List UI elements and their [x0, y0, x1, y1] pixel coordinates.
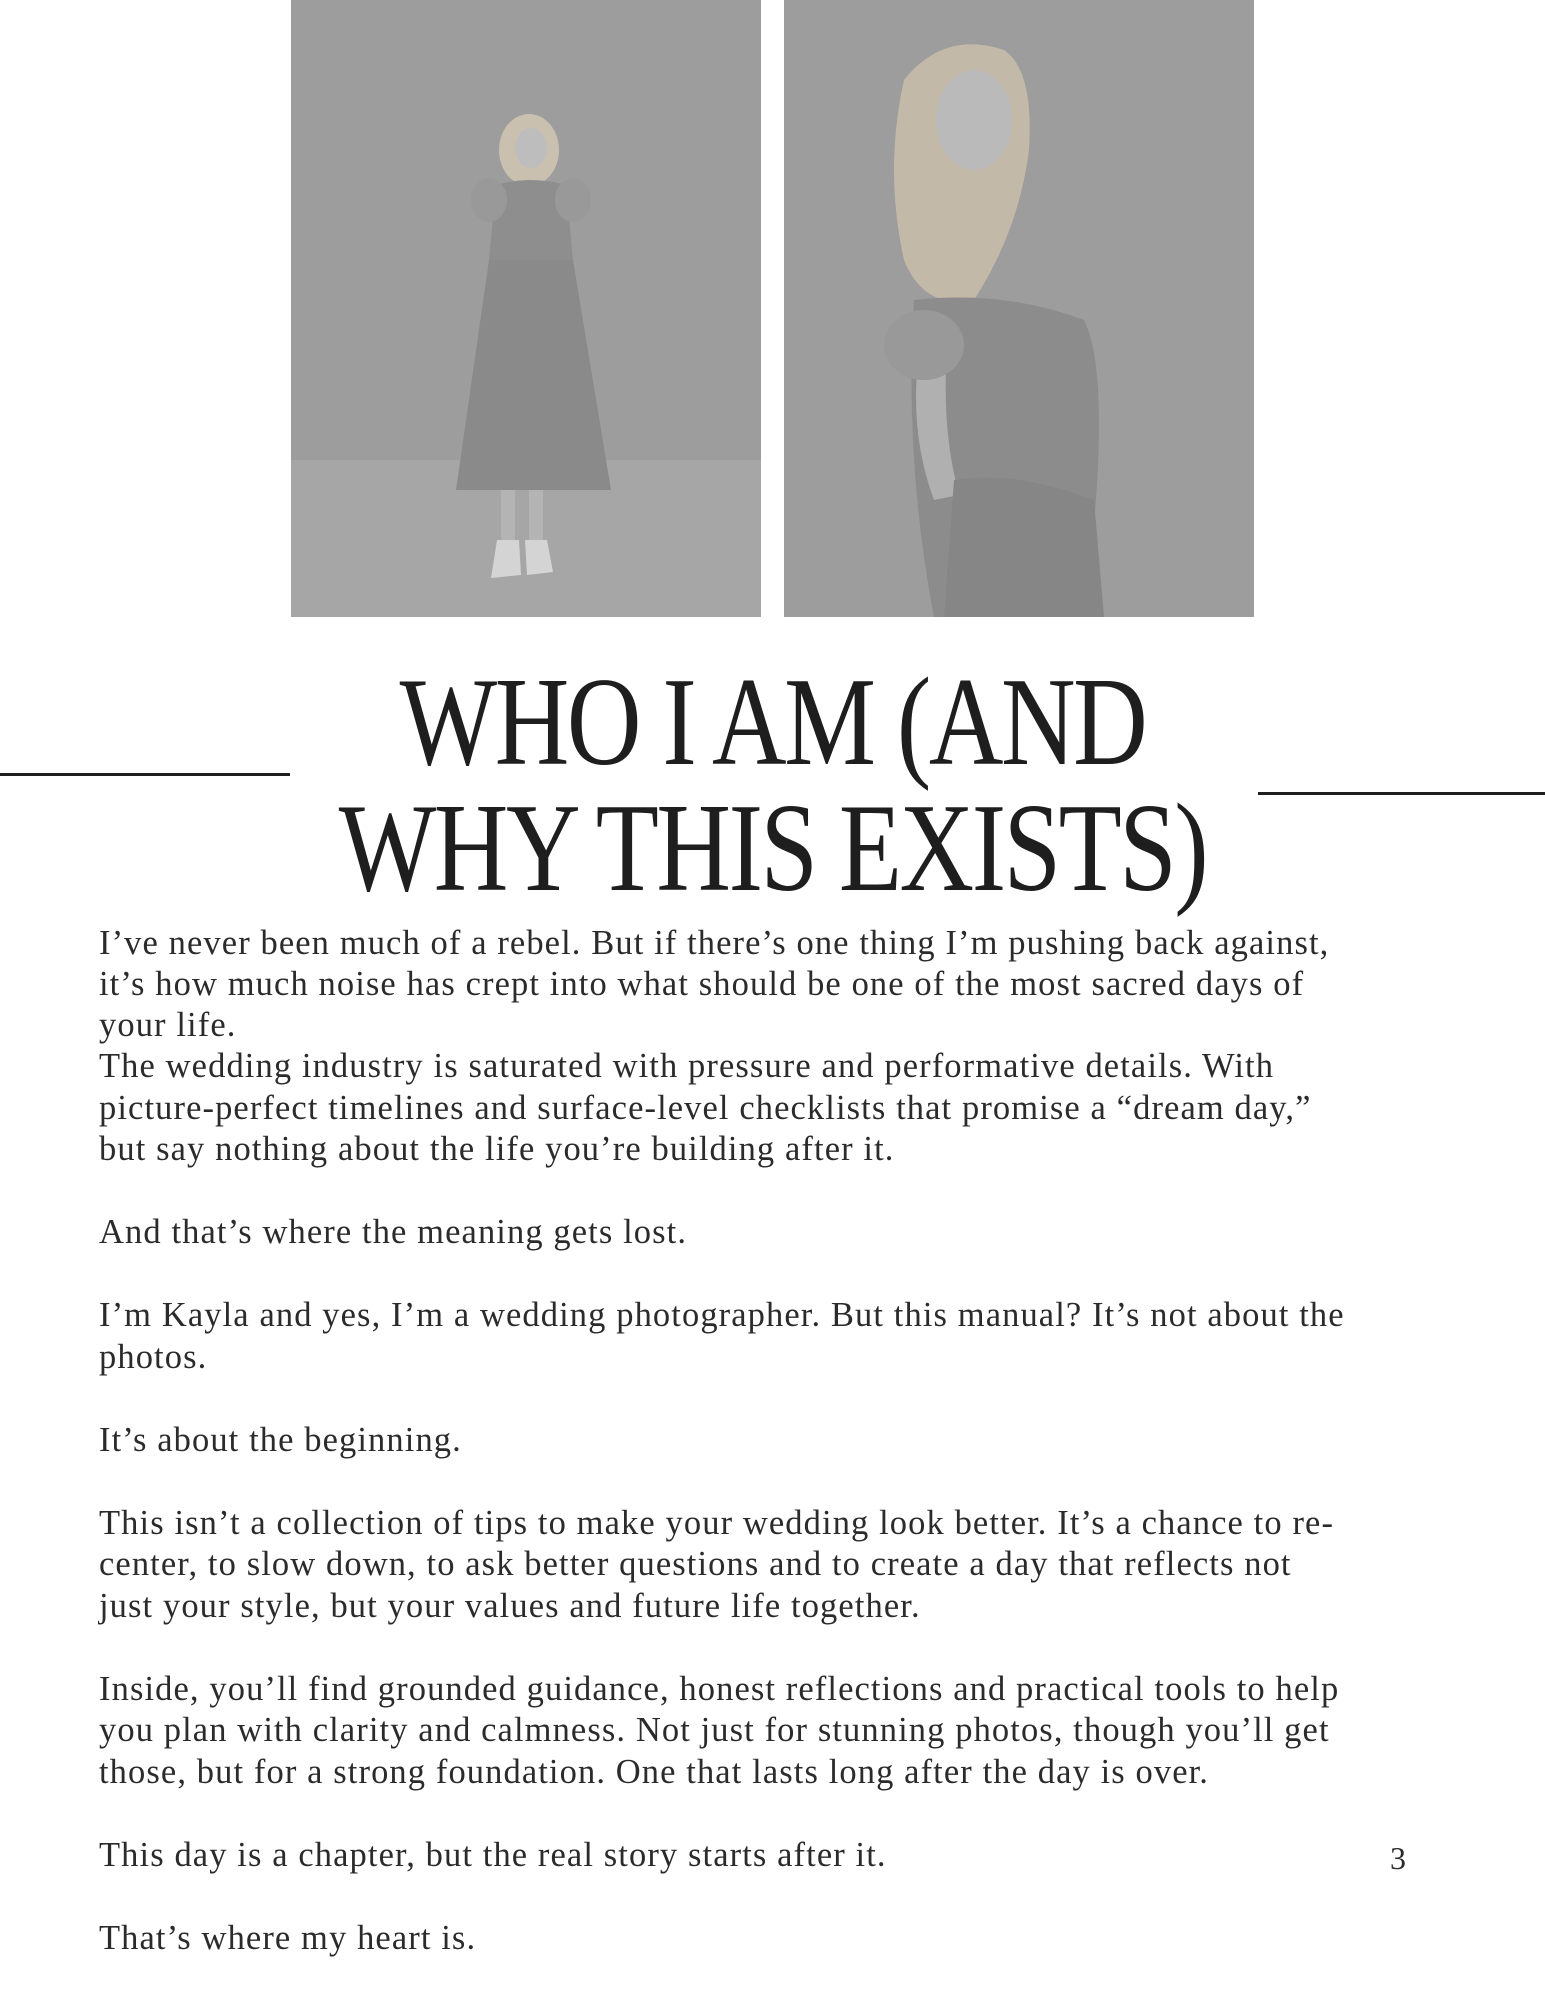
page-title-line-1: WHO I AM (AND: [399, 653, 1146, 792]
body-line: And that’s where the meaning gets lost.: [99, 1213, 688, 1251]
body-line: your life.: [99, 1006, 237, 1044]
photo-full-length-portrait: [291, 0, 761, 617]
body-line: The wedding industry is saturated with pressure and performative details. With: [99, 1047, 1275, 1085]
body-line: I’m Kayla and yes, I’m a wedding photographer. But this manual? It’s not about the: [99, 1296, 1345, 1334]
portrait-figure-standing: [291, 0, 761, 617]
body-line: picture-perfect timelines and surface-level checklists that promise a “dream day,”: [99, 1089, 1312, 1127]
body-line: just your style, but your values and future life together.: [99, 1587, 921, 1625]
body-line: you plan with clarity and calmness. Not just for stunning photos, though you’ll get: [99, 1711, 1330, 1749]
body-line: it’s how much noise has crept into what should be one of the most sacred days of: [99, 965, 1305, 1003]
page-title-line-2: WHY THIS EXISTS): [338, 779, 1207, 918]
body-line: It’s about the beginning.: [99, 1421, 462, 1459]
body-line: those, but for a strong foundation. One that lasts long after the day is over.: [99, 1753, 1210, 1791]
body-line: I’ve never been much of a rebel. But if there’s one thing I’m pushing back against,: [99, 924, 1330, 962]
body-line: Inside, you’ll find grounded guidance, honest reflections and practical tools to help: [99, 1670, 1340, 1708]
photo-close-up-portrait: [784, 0, 1254, 617]
body-line: but say nothing about the life you’re building after it.: [99, 1130, 895, 1168]
body-line: photos.: [99, 1338, 208, 1376]
body-line: That’s where my heart is.: [99, 1919, 477, 1957]
body-line: This day is a chapter, but the real story starts after it.: [99, 1836, 887, 1874]
page-number: 3: [1390, 1840, 1406, 1876]
body-line: This isn’t a collection of tips to make your wedding look better. It’s a chance to re-: [99, 1504, 1335, 1542]
body-line: center, to slow down, to ask better questions and to create a day that reflects not: [99, 1545, 1292, 1583]
portrait-figure-looking-away: [784, 0, 1254, 617]
